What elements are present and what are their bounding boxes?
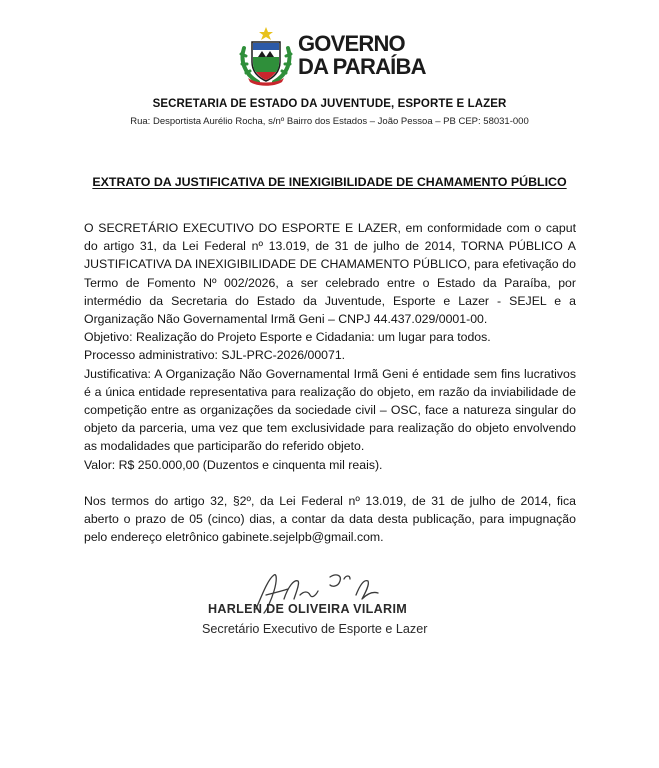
logo-wordmark [298,32,426,78]
signatory-role: Secretário Executivo de Esporte e Lazer [202,622,428,636]
logo-line-1: GOVERNO [298,31,405,56]
document-title-text: EXTRATO DA JUSTIFICATIVA DE INEXIGIBILIDADE DE CHAMAMENTO PÚBLICO [92,175,567,189]
signature-block [200,565,460,645]
prazo-paragraph: Nos termos do artigo 32, §2º, da Lei Federal nº 13.019, de 31 de julho de 2014, fica aberto o prazo de 05 (cinco) dias, a contar da data desta publicação, para impugnação pelo endereço eletrônico gabinete.sejelpb@gmail.com. [84,493,576,545]
address-line: Rua: Desportista Aurélio Rocha, s/nº Bairro dos Estados – João Pessoa – PB CEP: 58031-000 [130,116,529,127]
processo-line: Processo administrativo: SJL-PRC-2026/00071. [84,348,346,363]
paraiba-coat-of-arms-icon [238,26,294,86]
valor-line: Valor: R$ 250.000,00 (Duzentos e cinquenta mil reais). [84,457,383,472]
signatory-name: HARLEN DE OLIVEIRA VILARIM [208,602,408,616]
justificativa-paragraph: Justificativa: A Organização Não Governamental Irmã Geni é entidade sem fins lucrativos é a única entidade representativa para realização do objeto, em razão da inviabilidade de competição entre as organizações da sociedade civil – OSC, face a natureza singular do objeto da parceria, uma vez que tem exclusividade para realização do objeto envolvendo as modalidades que participarão do referido objeto. [84,366,576,454]
intro-paragraph: O SECRETÁRIO EXECUTIVO DO ESPORTE E LAZER, em conformidade com o caput do artigo 31, da Lei Federal nº 13.019, de 31 de julho de 2014, TORNA PÚBLICO A JUSTIFICATIVA DA INEXIGIBILIDADE DE CHAMAMENTO PÚBLICO, para efetivação do Termo de Fomento Nº 002/2026, a ser celebrado entre o Estado da Paraíba, por intermédio da Secretaria do Estado da Juventude, Esporte e Lazer - SEJEL e a Organização Não Governamental Irmã Geni – CNPJ 44.437.029/0001-00. [84,221,576,327]
document-body [84,219,576,546]
logo-line-2: DA PARAÍBA [298,54,426,79]
document-title [0,175,659,189]
secretaria-heading: SECRETARIA DE ESTADO DA JUVENTUDE, ESPORTE E LAZER [152,98,507,110]
government-logo [238,26,426,86]
objetivo-line: Objetivo: Realização do Projeto Esporte e Cidadania: um lugar para todos. [84,330,491,345]
